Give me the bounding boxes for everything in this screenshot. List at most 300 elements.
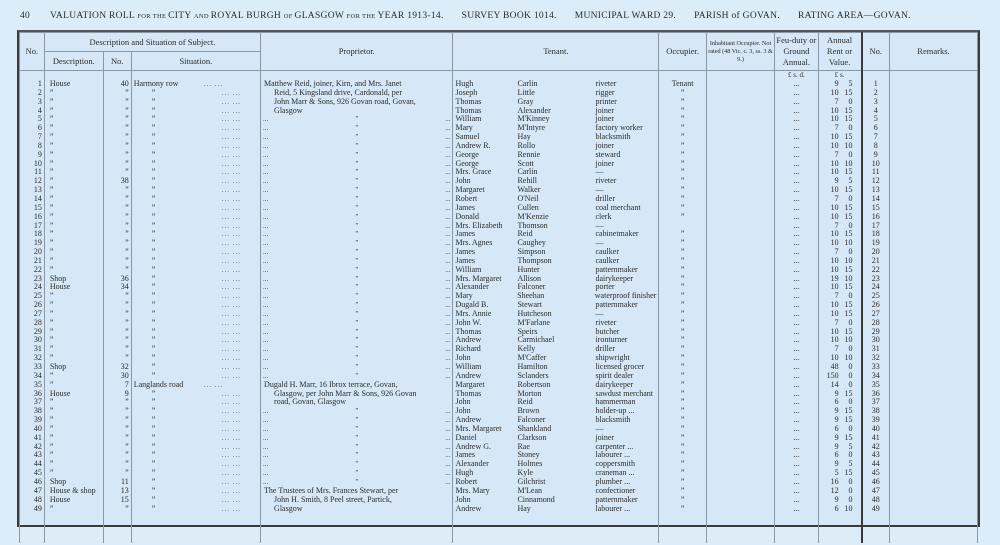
- inhabitant-occupier: [706, 195, 774, 204]
- tenant-surname: Hutcheson: [517, 308, 552, 318]
- table-row: [20, 451, 978, 460]
- tenant-occupation: dairykeeper: [595, 273, 634, 283]
- inhabitant-occupier: [706, 460, 774, 469]
- tenant-occupation: joiner: [595, 432, 615, 442]
- situation: [131, 505, 260, 514]
- row-no-right: 47: [862, 487, 890, 496]
- annual-rent: [818, 292, 861, 301]
- tenant-first-name: William: [455, 362, 482, 371]
- rent-pounds: 10: [830, 238, 839, 248]
- description: ”: [44, 107, 103, 116]
- proprietor-line: John H. Smith, 8 Peel street, Partick,: [274, 494, 392, 504]
- tenant-surname: Thompson: [517, 255, 552, 265]
- col-proprietor: Proprietor.: [261, 33, 453, 71]
- tenant-first-name: John: [455, 406, 471, 416]
- rent-pounds: 19: [830, 273, 839, 283]
- rent-pounds: 9: [834, 432, 839, 442]
- feu-duty: ...: [775, 460, 818, 469]
- situation-text: ”: [151, 494, 156, 504]
- col-inhabitant-occupier: Inhabitant Occupier. Not rated (48 Vic. c. 3, ss. 3 & 9.): [706, 33, 774, 71]
- row-no-right: 22: [862, 266, 890, 275]
- annual-rent: [818, 213, 861, 222]
- situation: [131, 151, 260, 160]
- leader-dots: ... ...: [221, 327, 241, 336]
- tenant-surname: M'Caffer: [517, 353, 547, 363]
- leader-dots: ... ...: [221, 168, 241, 177]
- rent-pounds: 10: [830, 308, 839, 318]
- rent-shillings: 15: [844, 415, 853, 425]
- row-no-right: 38: [862, 407, 890, 416]
- leader-dots: ... ...: [221, 248, 241, 257]
- description: House: [44, 80, 103, 89]
- tenant-occupation: holder-up ...: [595, 406, 635, 416]
- tenant-occupation: driller: [595, 193, 615, 203]
- remarks: [889, 469, 977, 478]
- feu-duty: ...: [775, 133, 818, 142]
- rent-pounds: 12: [830, 485, 839, 495]
- remarks: [889, 407, 977, 416]
- leader-dots: ... ...: [221, 495, 241, 504]
- row-no: 17: [20, 222, 45, 231]
- ditto-mark: ”: [355, 115, 359, 124]
- house-number: ”: [103, 292, 131, 301]
- annual-rent: [818, 257, 861, 266]
- ellipsis: ...: [445, 177, 451, 186]
- inhabitant-occupier: [706, 186, 774, 195]
- house-number: ”: [103, 505, 131, 514]
- feu-duty: ...: [775, 275, 818, 284]
- house-number: ”: [103, 151, 131, 160]
- ellipsis: ...: [445, 433, 451, 442]
- remarks: [889, 230, 977, 239]
- feu-duty: ...: [775, 89, 818, 98]
- situation-text: ”: [151, 388, 156, 398]
- row-no: 34: [20, 372, 45, 381]
- ellipsis: ...: [445, 477, 451, 486]
- remarks: [889, 381, 977, 390]
- rent-shillings: 10: [844, 503, 853, 513]
- inhabitant-occupier: [706, 133, 774, 142]
- situation: [131, 98, 260, 107]
- table-row: [20, 283, 978, 292]
- leader-dots: ... ...: [221, 371, 241, 380]
- row-no-right: 4: [862, 107, 890, 116]
- row-no: 46: [20, 478, 45, 487]
- feu-duty: ...: [775, 390, 818, 399]
- row-no-right: 11: [862, 168, 890, 177]
- proprietor-cell: [261, 451, 453, 460]
- row-no-right: 2: [862, 89, 890, 98]
- ellipsis: ...: [263, 336, 269, 345]
- row-no: 29: [20, 328, 45, 337]
- rent-shillings: 10: [844, 255, 853, 265]
- rent-pounds: 7: [834, 123, 839, 133]
- description: House: [44, 283, 103, 292]
- description: ”: [44, 168, 103, 177]
- situation: [131, 460, 260, 469]
- row-no: 41: [20, 434, 45, 443]
- description: ”: [44, 266, 103, 275]
- inhabitant-occupier: [706, 336, 774, 345]
- tenant: [453, 142, 659, 151]
- title-part: VALUATION ROLL: [50, 11, 138, 21]
- situation: [131, 160, 260, 169]
- tenant-surname: Hunter: [517, 264, 540, 274]
- situation: [131, 133, 260, 142]
- proprietor-cell: [261, 266, 453, 275]
- house-number: ”: [103, 115, 131, 124]
- inhabitant-occupier: [706, 354, 774, 363]
- situation-text: ”: [151, 485, 156, 495]
- situation: [131, 390, 260, 399]
- house-number: ”: [103, 133, 131, 142]
- occupier: ”: [659, 115, 707, 124]
- occupier: ”: [659, 133, 707, 142]
- house-number: ”: [103, 213, 131, 222]
- occupier: ”: [659, 275, 707, 284]
- rent-shillings: 0: [848, 362, 853, 371]
- remarks: [889, 460, 977, 469]
- ellipsis: ...: [263, 433, 269, 442]
- description: ”: [44, 434, 103, 443]
- rent-shillings: 15: [844, 114, 853, 124]
- ditto-mark: ”: [355, 274, 359, 283]
- occupier: ”: [659, 213, 707, 222]
- annual-rent: [818, 160, 861, 169]
- ellipsis: ...: [445, 371, 451, 380]
- ellipsis: ...: [445, 248, 451, 257]
- rent-shillings: 15: [844, 308, 853, 318]
- rent-pounds: 9: [834, 176, 839, 186]
- rent-pounds: 9: [834, 388, 839, 398]
- annual-rent: [818, 434, 861, 443]
- ditto-mark: ”: [355, 301, 359, 310]
- tenant: [453, 425, 659, 434]
- house-number: ”: [103, 266, 131, 275]
- leader-dots: ... ...: [221, 159, 241, 168]
- ellipsis: ...: [263, 363, 269, 371]
- ellipsis: ...: [445, 424, 451, 433]
- description: ”: [44, 222, 103, 231]
- rent-pounds: 10: [830, 158, 839, 168]
- row-no: 20: [20, 248, 45, 257]
- situation-text: ”: [151, 176, 156, 186]
- situation-text: ”: [151, 326, 156, 336]
- ellipsis: ...: [445, 159, 451, 168]
- rent-shillings: 5: [848, 441, 853, 451]
- rent-shillings: 0: [848, 317, 853, 327]
- rent-pounds: 5: [834, 468, 839, 478]
- situation: [131, 275, 260, 284]
- tenant-surname: Shankland: [517, 423, 552, 433]
- situation: [131, 142, 260, 151]
- row-no-right: 27: [862, 310, 890, 319]
- tenant-first-name: Hugh: [455, 79, 474, 88]
- ellipsis: ...: [445, 354, 451, 363]
- row-no: 49: [20, 505, 45, 514]
- remarks: [889, 186, 977, 195]
- description: ”: [44, 133, 103, 142]
- leader-dots: ... ...: [221, 283, 241, 292]
- ditto-mark: ”: [355, 256, 359, 265]
- leader-dots: ... ...: [221, 354, 241, 363]
- tenant-surname: Sheehan: [517, 291, 545, 301]
- row-no-right: 40: [862, 425, 890, 434]
- remarks: [889, 151, 977, 160]
- rent-pounds: 10: [830, 326, 839, 336]
- ditto-mark: ”: [355, 345, 359, 354]
- situation: [131, 115, 260, 124]
- annual-rent: [818, 275, 861, 284]
- ellipsis: ...: [445, 168, 451, 177]
- remarks: [889, 487, 977, 496]
- inhabitant-occupier: [706, 451, 774, 460]
- situation-text: ”: [151, 441, 156, 451]
- tenant-surname: M'Kenzie: [517, 211, 549, 221]
- tenant: [453, 107, 659, 116]
- ditto-mark: ”: [355, 248, 359, 257]
- ellipsis: ...: [445, 124, 451, 133]
- remarks: [889, 89, 977, 98]
- ditto-mark: ”: [355, 159, 359, 168]
- tenant: [453, 98, 659, 107]
- leader-dots: ... ...: [221, 230, 241, 239]
- situation: [131, 213, 260, 222]
- situation: [131, 469, 260, 478]
- occupier: ”: [659, 98, 707, 107]
- tenant-occupation: spirit dealer: [595, 370, 634, 380]
- row-no-right: 49: [862, 505, 890, 514]
- ditto-mark: ”: [355, 230, 359, 239]
- ellipsis: ...: [445, 318, 451, 327]
- remarks: [889, 363, 977, 372]
- remarks: [889, 434, 977, 443]
- tenant-occupation: licensed grocer: [595, 362, 645, 371]
- tenant-first-name: Daniel: [455, 432, 477, 442]
- proprietor-cell: [261, 230, 453, 239]
- tenant: [453, 328, 659, 337]
- occupier: ”: [659, 496, 707, 505]
- annual-rent: [818, 195, 861, 204]
- ellipsis: ...: [263, 265, 269, 274]
- proprietor-cell: [261, 204, 453, 213]
- row-no-right: 17: [862, 222, 890, 231]
- rent-pounds: 9: [834, 415, 839, 425]
- annual-rent: [818, 89, 861, 98]
- feu-duty: ...: [775, 151, 818, 160]
- annual-rent: [818, 230, 861, 239]
- situation: [131, 416, 260, 425]
- leader-dots: ... ...: [221, 486, 241, 495]
- table-row: [20, 496, 978, 505]
- situation-text: ”: [151, 123, 156, 133]
- row-no: 28: [20, 319, 45, 328]
- situation: [131, 328, 260, 337]
- leader-dots: ... ...: [221, 203, 241, 212]
- tenant: [453, 186, 659, 195]
- row-no: 12: [20, 177, 45, 186]
- tenant-occupation: dairykeeper: [595, 379, 634, 389]
- ellipsis: ...: [445, 274, 451, 283]
- feu-duty: ...: [775, 98, 818, 107]
- rent-pounds: 9: [834, 494, 839, 504]
- rent-shillings: 15: [844, 406, 853, 416]
- ellipsis: ...: [445, 301, 451, 310]
- situation-text: ”: [151, 247, 156, 257]
- leader-dots: ... ...: [221, 212, 241, 221]
- row-no: 9: [20, 151, 45, 160]
- row-no-right: 25: [862, 292, 890, 301]
- feu-duty: ...: [775, 496, 818, 505]
- tenant-occupation: blacksmith: [595, 415, 631, 425]
- tenant: [453, 248, 659, 257]
- feu-duty: ...: [775, 266, 818, 275]
- feu-duty: ...: [775, 416, 818, 425]
- tenant-surname: Kelly: [517, 344, 536, 354]
- row-no: 25: [20, 292, 45, 301]
- feu-duty: ...: [775, 398, 818, 407]
- tenant-surname: Stoney: [517, 450, 540, 460]
- tenant-occupation: —: [595, 423, 604, 433]
- occupier: ”: [659, 230, 707, 239]
- feu-duty: ...: [775, 283, 818, 292]
- tenant-occupation: riveter: [595, 317, 617, 327]
- house-number: ”: [103, 398, 131, 407]
- row-no-right: 34: [862, 372, 890, 381]
- tenant-occupation: coal merchant: [595, 202, 641, 212]
- rent-shillings: 0: [848, 494, 853, 504]
- tenant-first-name: Margaret: [455, 379, 485, 389]
- row-no-right: 36: [862, 390, 890, 399]
- ditto-mark: ”: [355, 336, 359, 345]
- situation: [131, 487, 260, 496]
- proprietor-cell: [261, 425, 453, 434]
- feu-duty: ...: [775, 381, 818, 390]
- tenant-occupation: labourer ...: [595, 503, 631, 513]
- tenant-first-name: Mary: [455, 123, 473, 133]
- remarks: [889, 390, 977, 399]
- ditto-mark: ”: [355, 239, 359, 248]
- annual-rent: [818, 496, 861, 505]
- occupier: ”: [659, 107, 707, 116]
- rent-shillings: 0: [848, 379, 853, 389]
- leader-dots: ... ...: [221, 265, 241, 274]
- situation: [131, 310, 260, 319]
- row-no: 32: [20, 354, 45, 363]
- rent-shillings: 15: [844, 105, 853, 115]
- rent-shillings: 0: [848, 96, 853, 106]
- tenant-first-name: Thomas: [455, 105, 482, 115]
- situation: [131, 177, 260, 186]
- ellipsis: ...: [445, 451, 451, 460]
- remarks: [889, 107, 977, 116]
- ditto-mark: ”: [355, 327, 359, 336]
- feu-duty: ...: [775, 142, 818, 151]
- tenant-first-name: Mrs. Mary: [455, 485, 490, 495]
- proprietor-cell: [261, 336, 453, 345]
- situation: [131, 266, 260, 275]
- occupier: ”: [659, 407, 707, 416]
- occupier: ”: [659, 372, 707, 381]
- row-no-right: 26: [862, 301, 890, 310]
- feu-duty: ...: [775, 107, 818, 116]
- rent-pounds: 10: [830, 105, 839, 115]
- leader-dots: ... ...: [221, 389, 241, 398]
- row-no-right: 41: [862, 434, 890, 443]
- leader-dots: ... ...: [221, 124, 241, 133]
- leader-dots: ... ...: [221, 398, 241, 407]
- house-number: ”: [103, 328, 131, 337]
- inhabitant-occupier: [706, 89, 774, 98]
- table-row: [20, 434, 978, 443]
- remarks: [889, 496, 977, 505]
- house-number: ”: [103, 142, 131, 151]
- ellipsis: ...: [445, 230, 451, 239]
- leader-dots: ... ...: [221, 256, 241, 265]
- tenant-surname: Caughey: [517, 238, 546, 248]
- rent-pounds: 16: [830, 476, 839, 486]
- rent-pounds: 14: [830, 379, 839, 389]
- table-row: [20, 487, 978, 496]
- ellipsis: ...: [263, 345, 269, 354]
- row-no: 8: [20, 142, 45, 151]
- feu-duty: ...: [775, 443, 818, 452]
- inhabitant-occupier: [706, 222, 774, 231]
- rent-shillings: 0: [848, 220, 853, 230]
- description: ”: [44, 460, 103, 469]
- house-number: ”: [103, 310, 131, 319]
- ellipsis: ...: [263, 416, 269, 425]
- ellipsis: ...: [263, 133, 269, 142]
- situation: [131, 363, 260, 372]
- row-no: 21: [20, 257, 45, 266]
- situation-text: ”: [151, 362, 156, 371]
- tenant-occupation: —: [595, 220, 604, 230]
- house-number: ”: [103, 319, 131, 328]
- row-no: 30: [20, 336, 45, 345]
- proprietor-cell: [261, 124, 453, 133]
- rent-shillings: 10: [844, 353, 853, 363]
- page-number: 40: [20, 11, 31, 21]
- tenant-first-name: Margaret: [455, 185, 485, 195]
- tenant-surname: Simpson: [517, 247, 546, 257]
- feu-duty: ...: [775, 505, 818, 514]
- tenant-occupation: patternmaker: [595, 494, 638, 504]
- remarks: [889, 283, 977, 292]
- inhabitant-occupier: [706, 328, 774, 337]
- inhabitant-occupier: [706, 107, 774, 116]
- situation-text: ”: [151, 114, 156, 124]
- row-no-right: 35: [862, 381, 890, 390]
- rent-pounds: 7: [834, 96, 839, 106]
- leader-dots: ... ...: [221, 424, 241, 433]
- annual-rent: [818, 354, 861, 363]
- leader-dots: ... ...: [221, 469, 241, 478]
- row-no-right: 7: [862, 133, 890, 142]
- tenant-occupation: —: [595, 238, 604, 248]
- col-desc-no: No.: [103, 52, 131, 71]
- house-number: ”: [103, 425, 131, 434]
- tenant-first-name: Thomas: [455, 388, 482, 398]
- rent-pounds: 10: [830, 300, 839, 310]
- tenant: [453, 168, 659, 177]
- description: ”: [44, 151, 103, 160]
- situation-text: ”: [151, 459, 156, 469]
- feu-duty: ...: [775, 230, 818, 239]
- leader-dots: ... ...: [221, 186, 241, 195]
- tenant-surname: Carmichael: [517, 335, 555, 345]
- col-annual-rent: Annual Rent or Value.: [818, 33, 861, 71]
